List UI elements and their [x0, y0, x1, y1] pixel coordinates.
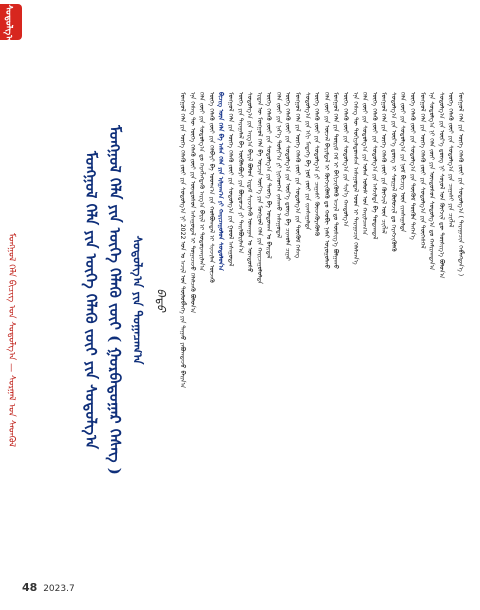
section-tab-label: ᠰᠤᠳᠤᠯᠭ᠎ᠠ [3, 4, 13, 44]
body-text: ᠮᠣᠩᠭᠣᠯ ᠬᠡᠯᠡ ᠶᠢᠨ ᠦᠭᠡ ᠬᠡᠯᠡᠬᠦ ᠵᠦᠢ ᠶᠢᠨ ᠬᠥᠭᠵᠢᠯ ᠦᠨ ᠴᠢᠭᠯᠡᠯ [380, 92, 388, 234]
article-title-line-2: ᠮᠣᠩᠭᠣᠯ ᠬᠡᠯᠡ ᠶᠢᠨ ᠦᠭᠡ ᠬᠡᠯᠡᠬᠦ ᠵᠦᠢ ( ᠭᠤᠷᠪᠠᠳᠤᠭᠠᠷ ᠬᠡᠰᠡᠭ ) [106, 125, 124, 475]
body-text: ᠡᠷᠲᠡᠨ ᠦ ᠮᠣᠩᠭᠣᠯ ᠬᠡᠯᠡ ᠪᠠ ᠣᠷᠴᠢᠨ ᠦᠶ᠎ᠡ ᠶᠢᠨ ᠮᠣᠩᠭᠣᠯ ᠬᠡᠯᠡ ᠶᠢᠨ ᠬᠠᠷᠢᠴᠠᠭᠤᠯᠤᠯᠲᠠ [255, 92, 263, 285]
article-title-line-1: ᠮᠣᠩᠭᠣᠯ ᠬᠡᠯᠡ ᠶᠢᠨ ᠦᠭᠡ ᠬᠡᠯᠡᠬᠦ ᠵᠦᠢ ᠶᠢᠨ ᠰᠤᠳᠤᠯᠭ᠎ᠠ [82, 150, 100, 450]
running-head: ᠮᠣᠩᠭᠣᠯ ᠬᠡᠯᠡ ᠪᠢᠴᠢᠭ ᠤᠨ ᠰᠣᠳᠤᠯᠭ᠎ᠠ — ᠰᠤᠷᠭᠠᠯ ᠤᠨ ᠰᠡᠳᠬᠦᠯ [6, 232, 16, 448]
page-number: 48 [22, 581, 38, 594]
body-text: ᠦᠭᠡ ᠬᠡᠯᠡᠬᠦ ᠵᠦᠢ ᠶᠢᠨ ᠰᠤᠳᠤᠯᠭ᠎ᠠ ᠶᠢᠨ ᠰᠢᠨ᠎ᠡ ᠬᠠᠨᠳᠤᠯᠭ᠎ᠠ [341, 92, 349, 227]
body-text-line [457, 92, 467, 562]
body-text: ᠦᠭᠡ ᠬᠡᠯᠡᠬᠦ ᠵᠦᠢ ᠶᠢᠨ ᠰᠤᠳᠤᠯᠭ᠎ᠠ ᠶᠢᠨ ᠠᠮᠵᠢᠯᠲᠠ ᠪᠠ ᠳᠤᠲᠠᠭᠳᠠᠯ [370, 92, 378, 240]
page-footer [22, 581, 75, 594]
body-text: ᠮᠣᠩᠭᠣᠯ ᠬᠡᠯᠡ ᠶᠢᠨ ᠳᠦᠷᠢᠮ ᠬᠡᠮ ᠢ ᠪᠡᠬᠢᠵᠢᠭᠦᠯᠬᠦ ᠠᠵᠢᠯ ᠳᠤ ᠲᠦᠰᠢᠭ᠎ᠡ ᠪᠣᠯᠭᠠᠬᠤ [332, 92, 340, 270]
body-text: ᠡᠨᠡ ᠰᠤᠳᠤᠯᠭ᠎ᠠ ᠨᠢ ᠬᠡᠯᠡ ᠵᠦᠢ ᠶᠢᠨ ᠦᠨᠳᠦᠰᠦᠨ ᠰᠤᠳᠤᠯᠭ᠎ᠠ ᠳᠤ ᠬᠠᠮᠢᠷᠠᠭᠳᠠᠨ᠎ᠠ [428, 92, 436, 271]
body-text: ᠦᠭᠡ ᠬᠡᠯᠡᠬᠦ ᠵᠦᠢ ᠶᠢᠨ ᠰᠤᠳᠤᠯᠭ᠎ᠠ ᠶᠢᠨ ᠴᠠᠭᠠᠰᠢ ᠶᠢᠨ ᠴᠢᠭᠯᠡᠯ [447, 92, 455, 228]
body-text: ᠬᠡᠯᠡ ᠵᠦᠢ ᠶᠢᠨ ᠨᠡᠷ᠎ᠡ ᠲᠣᠮᠢᠶ᠎ᠠ ᠶᠢ ᠨᠢᠭᠡᠳᠭᠡᠨ ᠵᠠᠰᠠᠬᠤ ᠠᠰᠠᠭᠤᠳᠠᠯ [274, 92, 282, 239]
section-tab [0, 4, 22, 44]
body-text: ᠰᠤᠳᠤᠯᠭ᠎ᠠ ᠶᠢᠨ ᠡᠬᠢ ᠮᠡᠳᠡᠭᠡ ᠪᠠ ᠨᠣᠮ ᠵᠦᠢ ᠶᠢᠨ ᠵᠢᠭᠰᠠᠭᠠᠯᠲᠠ [303, 92, 311, 230]
body-text: ᠰᠤᠳᠤᠯᠭ᠎ᠠ ᠶᠢᠨ ᠦᠷ᠎ᠡ ᠳ᠋ᠦᠩ ᠢ ᠰᠤᠷᠭᠠᠯ ᠬᠦᠮᠦᠵᠢᠯ ᠳᠤ ᠬᠡᠷᠡᠭᠵᠢᠭᠦᠯᠬᠦ [389, 92, 397, 252]
body-text: ᠦᠭᠡ ᠬᠡᠯᠡᠬᠦ ᠵᠦᠢ ᠶᠢᠨ ᠰᠤᠳᠤᠯᠭ᠎ᠠ ᠶᠢ ᠴᠠᠭᠠᠰᠢ ᠭᠦᠨᠵᠡᠭᠦᠷᠡᠭᠦᠯᠬᠦ [313, 92, 321, 237]
body-text: ᠬᠡᠯᠡ ᠵᠦᠢ ᠶᠢᠨ ᠦᠵᠡᠯ ᠪᠠᠷᠢᠮᠳᠠᠯ ᠢ ᠬᠥᠭᠵᠢᠭᠦᠯᠬᠦ ᠳᠤ ᠬᠤᠪᠢ ᠨᠡᠮᠡᠷ ᠣᠷᠣᠭᠤᠯᠬᠤ [322, 92, 330, 269]
body-text: ᠡᠨᠡ ᠬᠡᠰᠡᠭ ᠲᠦ ᠦᠭᠡ ᠬᠡᠯᠡᠬᠦ ᠵᠦᠢ ᠶᠢᠨ ᠦᠨᠳᠦᠰᠦᠨ ᠠᠰᠠᠭᠤᠳᠠᠯ ᠢ ᠲᠣᠭᠠᠴᠠᠵᠤ ᠬᠡᠯᠡᠯᠴᠡᠬᠦ ᠪᠣᠯᠤᠨ᠎ᠠ [188, 92, 196, 314]
body-text: ᠬᠡᠯᠡ ᠵᠦᠢ ᠶᠢᠨ ᠰᠤᠳᠤᠯᠭ᠎ᠠ ᠶᠢᠨ ᠣᠯᠠᠨ ᠤᠯᠤᠰ ᠤᠨ ᠬᠠᠷᠢᠯᠴᠠᠭ᠎ᠠ [361, 92, 369, 236]
body-text: ᠦᠭᠡ ᠶᠢᠨ ᠳᠠᠷᠠᠭᠠᠯᠠᠯ ᠪᠠ ᠥᠭᠦᠯᠡᠪᠦᠷᠢ ᠶᠢᠨ ᠪᠦᠲᠦᠴᠡ ᠶᠢ ᠲᠠᠢᠯᠪᠤᠷᠢᠯᠠᠨ᠎ᠠ [236, 92, 244, 254]
body-text: ᠮᠣᠩᠭᠣᠯ ᠬᠡᠯᠡ ᠶᠢᠨ ᠦᠭᠡ ᠬᠡᠯᠡᠬᠦ ᠵᠦᠢ ᠶᠢᠨ ᠰᠤᠳᠤᠯᠭ᠎ᠠ ᠨᠢ 2022 ᠣᠨ ᠤ ᠠᠵᠢᠯ ᠤᠨ ᠲᠥᠯᠥᠪᠯᠡᠭᠡ ᠶᠢᠨ ᠳᠠᠭᠠᠤ ᠶᠠᠪᠤᠭᠳᠠᠵᠤ ᠪᠠᠢᠨ᠎ᠠ [179, 92, 186, 389]
body-text: ᠡᠨᠡ ᠬᠡᠰᠡᠭ ᠲᠦ ᠲᠣᠬᠢᠶᠠᠯᠳᠤᠭᠰᠠᠨ ᠠᠰᠠᠭᠤᠳᠠᠯ ᠤᠳ ᠢ ᠳᠠᠷᠠᠭᠠᠴᠢᠨ ᠬᠡᠯᠡᠯᠴᠡᠨ᠎ᠡ [351, 92, 359, 265]
body-text: ᠮᠣᠩᠭᠣᠯ ᠬᠡᠯᠡ ᠶᠢᠨ ᠦᠭᠡ ᠬᠡᠯᠡᠬᠦ ᠵᠦᠢ ᠶᠢᠨ ᠰᠤᠳᠤᠯᠭ᠎ᠠ ᠶᠢᠨ ᠭᠣᠣᠯ ᠠᠰᠠᠭᠤᠳᠠᠯ [226, 92, 234, 267]
body-text: ᠰᠤᠳᠤᠯᠭ᠎ᠠ ᠶᠢᠨ ᠠᠷᠭ᠎ᠠ ᠪᠠᠷᠢᠯ ᠪᠣᠯᠤᠨ ᠡᠷᠳᠡᠮ ᠰᠢᠨᠵᠢᠯᠡᠬᠦ ᠤᠬᠠᠭᠠᠨ ᠤ ᠦᠨᠳᠦᠰᠦ [246, 92, 254, 273]
body-text: ᠮᠣᠩᠭᠣᠯ ᠬᠡᠯᠡ ᠶᠢᠨ ᠦᠭᠡ ᠬᠡᠯᠡᠬᠦ ᠵᠦᠢ ᠶᠢᠨ ᠰᠤᠳᠤᠯᠭ᠎ᠠ ᠶᠢᠨ ᠲᠥᠭᠡᠰᠬᠡᠯ [418, 92, 426, 249]
body-text: ᠦᠭᠡ ᠬᠡᠯᠡᠬᠦ ᠵᠦᠢ ᠶᠢᠨ ᠰᠤᠳᠤᠯᠭ᠎ᠠ ᠶᠢᠨ ᠲᠡᠦᠬᠡ ᠪᠠ ᠣᠳᠣᠬᠠᠨ ᠤ ᠪᠠᠢᠳᠠᠯ [265, 92, 273, 259]
author-name: ᠪᠠᠲᠤ [154, 288, 168, 312]
body-text: ᠮᠣᠩᠭᠣᠯ ᠬᠡᠯᠡ ᠶᠢᠨ ᠦᠭᠡ ᠬᠡᠯᠡᠬᠦ ᠵᠦᠢ ᠶᠢᠨ ᠰᠤᠳᠤᠯᠭ᠎ᠠ ( ᠳᠠᠷᠠᠭᠠᠴᠢᠨ ᠬᠡᠪᠯᠡᠭᠳᠡᠨ᠎ᠡ ) [457, 92, 464, 277]
body-text: ᠰᠤᠳᠤᠯᠭ᠎ᠠ ᠶᠢᠨ ᠦᠷ᠎ᠡ ᠳ᠋ᠦᠩ ᠨᠢ ᠰᠣᠶᠣᠯ ᠤᠨ ᠬᠥᠭᠵᠢᠯ ᠳᠦ ᠲᠦᠰᠢᠭ᠎ᠡ ᠪᠣᠯᠤᠨ᠎ᠠ [437, 92, 445, 279]
body-text: ᠦᠭᠡ ᠬᠡᠯᠡᠬᠦ ᠵᠦᠢ ᠶᠢᠨ ᠰᠤᠳᠤᠯᠭ᠎ᠠ ᠶᠢᠨ ᠳᠦᠭᠦᠮ ᠳᠦᠭᠦᠨ ᠳᠡᠭᠡᠨ᠎ᠡ [409, 92, 417, 240]
body-text: ᠦᠭᠡ ᠬᠡᠯᠡᠬᠦ ᠵᠦᠢ ᠶᠢᠨ ᠬᠡᠯᠪᠡᠷᠢ ᠪᠠ ᠤᠳᠬ᠎ᠠ ᠶᠢᠨ ᠬᠣᠯᠪᠣᠭᠳᠠᠯ ᠢ ᠰᠢᠨᠵᠢᠯᠡᠨ ᠦᠵᠡᠬᠦ [207, 92, 215, 283]
issue-date: 2023.7 [43, 584, 75, 594]
body-text: ᠦᠭᠡ ᠬᠡᠯᠡᠬᠦ ᠵᠦᠢ ᠶᠢᠨ ᠰᠤᠳᠤᠯᠭ᠎ᠠ ᠶᠢᠨ ᠦᠷ᠎ᠡ ᠳ᠋ᠦᠩ ᠪᠠ ᠴᠢᠬᠤᠯᠠ ᠴᠢᠨᠠᠷ [284, 92, 292, 261]
article-title-line-3: ᠰᠣᠳᠤᠯᠭ᠎ᠠ ᠶᠢᠨ ᠲᠣᠭᠠᠴᠠᠭ᠎ᠠ [130, 235, 145, 365]
body-text: ᠮᠣᠩᠭᠣᠯ ᠬᠡᠯᠡ ᠶᠢᠨ ᠦᠭᠡ ᠬᠡᠯᠡᠬᠦ ᠵᠦᠢ ᠶᠢᠨ ᠰᠤᠳᠤᠯᠭ᠎ᠠ ᠶᠢᠨ ᠳᠦᠭᠦᠮ ᠬᠡᠰᠡᠭ [294, 92, 302, 259]
body-text: ᠪᠢᠴᠢᠭ ᠦᠨ ᠬᠡᠯᠡ ᠪᠠ ᠠᠮᠠᠨ ᠬᠡᠯᠡ ᠶᠢᠨ ᠢᠯᠭᠠᠭ᠎ᠠ ᠶᠢ ᠬᠠᠷᠢᠴᠠᠭᠤᠯᠤᠨ ᠰᠤᠳᠤᠯᠤᠨ᠎ᠠ [217, 92, 225, 271]
body-text: ᠬᠡᠯᠡ ᠵᠦᠢ ᠶᠢᠨ ᠰᠤᠳᠤᠯᠭ᠎ᠠ ᠶᠢᠨ ᠨᠣᠮ ᠪᠢᠴᠢᠭ ᠦᠨ ᠵᠢᠭᠰᠠᠭᠠᠯᠲᠠ [399, 92, 407, 233]
body-text: ᠬᠡᠯᠡ ᠵᠦᠢ ᠶᠢᠨ ᠰᠤᠳᠤᠯᠭ᠎ᠠ ᠳᠤ ᠬᠡᠷᠡᠭᠯᠡᠭᠳᠡᠬᠦ ᠠᠷᠭ᠎ᠠ ᠪᠠᠷᠢᠯ ᠢ ᠲᠣᠳᠣᠷᠬᠠᠶᠢᠯᠠᠨ᠎ᠠ [198, 92, 206, 272]
